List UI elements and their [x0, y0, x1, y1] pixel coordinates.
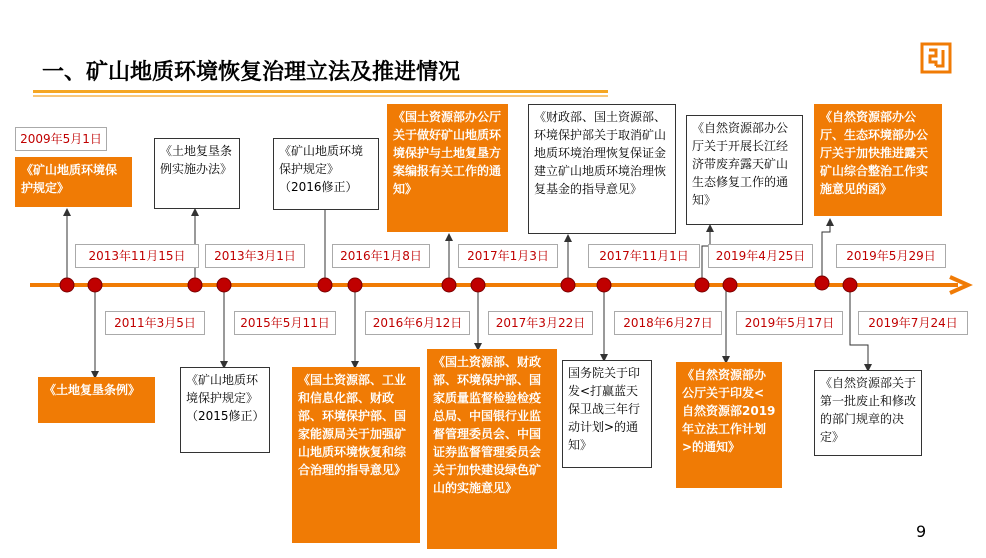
date-label: 2017年1月3日 [458, 244, 558, 268]
event-card: 国务院关于印发<打赢蓝天保卫战三年行动计划>的通知》 [562, 360, 652, 468]
timeline-dot [442, 278, 456, 292]
date-label: 2019年5月17日 [736, 311, 843, 335]
timeline-dot [88, 278, 102, 292]
event-card: 《土地复垦条例》 [38, 377, 155, 423]
page-number: 9 [916, 522, 927, 541]
date-label: 2009年5月1日 [15, 127, 107, 151]
timeline-dot [561, 278, 575, 292]
timeline-dot [843, 278, 857, 292]
date-label: 2018年6月27日 [614, 311, 722, 335]
date-label: 2011年3月5日 [105, 311, 205, 335]
page-title: 一、矿山地质环境恢复治理立法及推进情况 [42, 60, 461, 85]
timeline-dot [217, 278, 231, 292]
date-label: 2017年3月22日 [488, 311, 593, 335]
event-card: 《矿山地质环境保护规定》（2015修正） [180, 367, 270, 453]
event-card: 《国土资源部、财政部、环境保护部、国家质量监督检验检疫总局、中国银行业监督管理委员会、中国证券监督管理委员会关于加快建设绿色矿山的实施意见》 [427, 349, 557, 549]
event-card: 《矿山地质环境保护规定》（2016修正） [273, 138, 379, 210]
timeline-dot [60, 278, 74, 292]
event-card: 《财政部、国土资源部、环境保护部关于取消矿山地质环境治理恢复保证金建立矿山地质环境治理恢复基金的指导意见》 [528, 104, 676, 234]
date-label: 2016年6月12日 [365, 311, 470, 335]
timeline-dot [695, 278, 709, 292]
date-label: 2019年5月29日 [836, 244, 946, 268]
timeline-dot [815, 276, 829, 290]
event-card: 《矿山地质环境保护规定》 [15, 157, 132, 207]
timeline-dot [471, 278, 485, 292]
timeline-dot [188, 278, 202, 292]
date-label: 2016年1月8日 [332, 244, 430, 268]
event-card: 《自然资源部办公厅关于开展长江经济带废弃露天矿山生态修复工作的通知》 [686, 115, 803, 225]
event-card: 《国土资源部办公厅关于做好矿山地质环境保护与土地复垦方案编报有关工作的通知》 [387, 104, 508, 232]
event-card: 《国土资源部、工业和信息化部、财政部、环境保护部、国家能源局关于加强矿山地质环境恢复和综合治理的指导意见》 [292, 367, 420, 543]
date-label: 2015年5月11日 [234, 311, 336, 335]
event-card: 《土地复垦条例实施办法》 [154, 138, 240, 209]
timeline-dot [348, 278, 362, 292]
event-card: 《自然资源部办公厅关于印发<自然资源部2019年立法工作计划>的通知》 [676, 362, 782, 488]
date-label: 2013年11月15日 [75, 244, 199, 268]
timeline-dot [597, 278, 611, 292]
date-label: 2019年4月25日 [708, 244, 813, 268]
timeline-dot [318, 278, 332, 292]
timeline-dot [723, 278, 737, 292]
date-label: 2017年11月1日 [588, 244, 700, 268]
date-label: 2019年7月24日 [858, 311, 968, 335]
date-label: 2013年3月1日 [205, 244, 305, 268]
event-card: 《自然资源部办公厅、生态环境部办公厅关于加快推进露天矿山综合整治工作实施意见的函》 [814, 104, 942, 216]
event-card: 《自然资源部关于第一批废止和修改的部门规章的决定》 [814, 370, 922, 456]
